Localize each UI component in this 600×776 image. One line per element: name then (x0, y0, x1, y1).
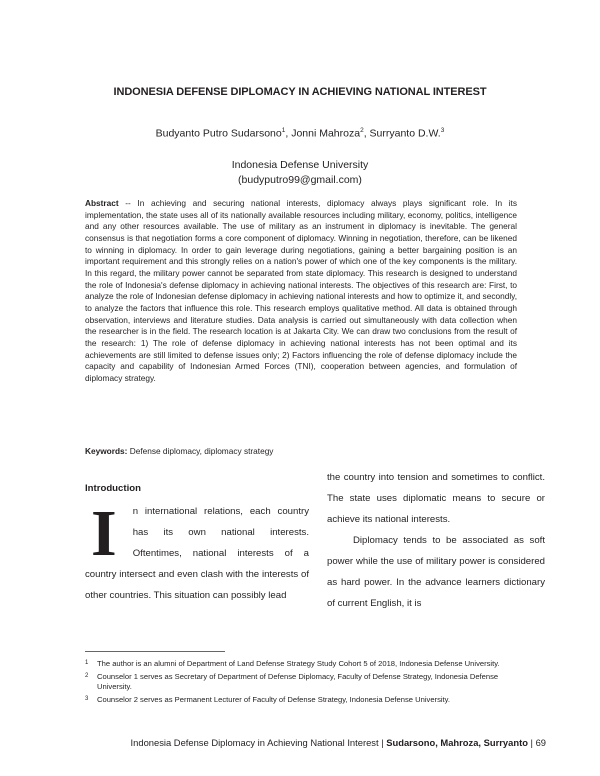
footer-authors: Sudarsono, Mahroza, Surryanto (386, 737, 528, 748)
footnote-text: Counselor 2 serves as Permanent Lecturer of Faculty of Defense Strategy, Indonesia Defense University. (97, 695, 451, 704)
keywords-text: Defense diplomacy, diplomacy strategy (127, 446, 274, 456)
footnote-text: The author is an alumni of Department of Land Defense Strategy Study Cohort 5 of 2018, Indonesia Defense University. (97, 659, 500, 668)
drop-cap: I (91, 497, 117, 570)
footnote-item (85, 695, 525, 705)
footnote-number: 1 (85, 660, 89, 666)
intro-paragraph-1: n international relations, each country has its own national interests. Oftentimes, national interests of a country intersect and even clash with the interests of other countries. This situation can possibly lead (85, 506, 309, 601)
column-left (85, 478, 309, 606)
author-footnote-mark: 1 (281, 127, 286, 134)
footnote-item (85, 672, 525, 692)
page-footer (0, 737, 546, 748)
author-name: Budyanto Putro Sudarsono (155, 127, 282, 140)
column-right (327, 467, 545, 614)
keywords-label: Keywords: (85, 446, 128, 456)
author-separator: , (285, 127, 292, 140)
intro-paragraph-2: Diplomacy tends to be associated as soft power while the use of military power is considered as hard power. In the advance learners dictionary of current English, it is (327, 535, 545, 609)
author-footnote-mark: 2 (360, 127, 364, 134)
footnotes (85, 659, 525, 708)
paper-title: INDONESIA DEFENSE DIPLOMACY IN ACHIEVING NATIONAL INTEREST (113, 86, 487, 98)
author-name: Jonni Mahroza (291, 127, 361, 140)
footer-journal: Indonesia Defense Diplomacy in Achieving National Interest | (130, 737, 387, 748)
abstract-label: Abstract (85, 198, 119, 208)
author-email: (budyputro99@gmail.com) (238, 174, 362, 186)
affiliation (0, 158, 600, 188)
abstract (85, 198, 517, 385)
author-footnote-mark: 3 (440, 127, 445, 134)
author-separator: , (363, 127, 370, 140)
footnote-number: 3 (85, 696, 89, 702)
section-heading-introduction: Introduction (85, 483, 141, 494)
abstract-text: -- In achieving and securing national interests, diplomacy always plays significant role. In its implementation, the state uses all of its nationally available resources including military, economy, politics, intelligence and any other resources available. The use of military as an instrument in diplomacy is inevitable. The general consensus is that negotiation forms a core component of diplomacy. Winning in negotiation, therefore, can be likened to winning in diplomacy. In order to gain leverage during negotiations, gaining a better bargaining position is an important requirement and this strongly relies on a nation's power of which one of the key components is the military. In this regard, the military power cannot be separated from state diplomacy. This research is designed to understand the role of Indonesia's defense diplomacy in achieving national interests. The objectives of this research are: First, to analyze the role of Indonesian defense diplomacy in achieving national interests and how to optimize it, and secondly, to analyze the factors that influence this role. This research employs qualitative method. All data is obtained through observation, interviews and literature studies. Data analysis is carried out simultaneously with data collection when the researcher is in the field. The research location is at Jakarta City. We can draw two conclusions from the result of the research: 1) The role of defense diplomacy in achieving national interests has not been optimal and its achievements are still limited to defense issues only; 2) Factors influencing the role of defense diplomacy include the capacity and capability of Indonesian Armed Forces (TNI), cooperation between agencies, and formulation of diplomacy strategy. (85, 198, 517, 383)
footnote-divider (85, 651, 225, 652)
institution: Indonesia Defense University (231, 159, 369, 171)
keywords (85, 446, 517, 456)
intro-paragraph-1-continued: the country into tension and sometimes to conflict. The state uses diplomatic means to secure or achieve its national interests. (327, 472, 545, 525)
footnote-number: 2 (85, 673, 89, 679)
footnote-item (85, 659, 525, 669)
page-number: | 69 (527, 737, 546, 748)
author-name: Surryanto D.W. (369, 127, 441, 140)
footnote-text: Counselor 1 serves as Secretary of Department of Defense Diplomacy, Faculty of Defense Strategy, Indonesia Defense University. (97, 672, 499, 691)
author-list (0, 127, 600, 140)
